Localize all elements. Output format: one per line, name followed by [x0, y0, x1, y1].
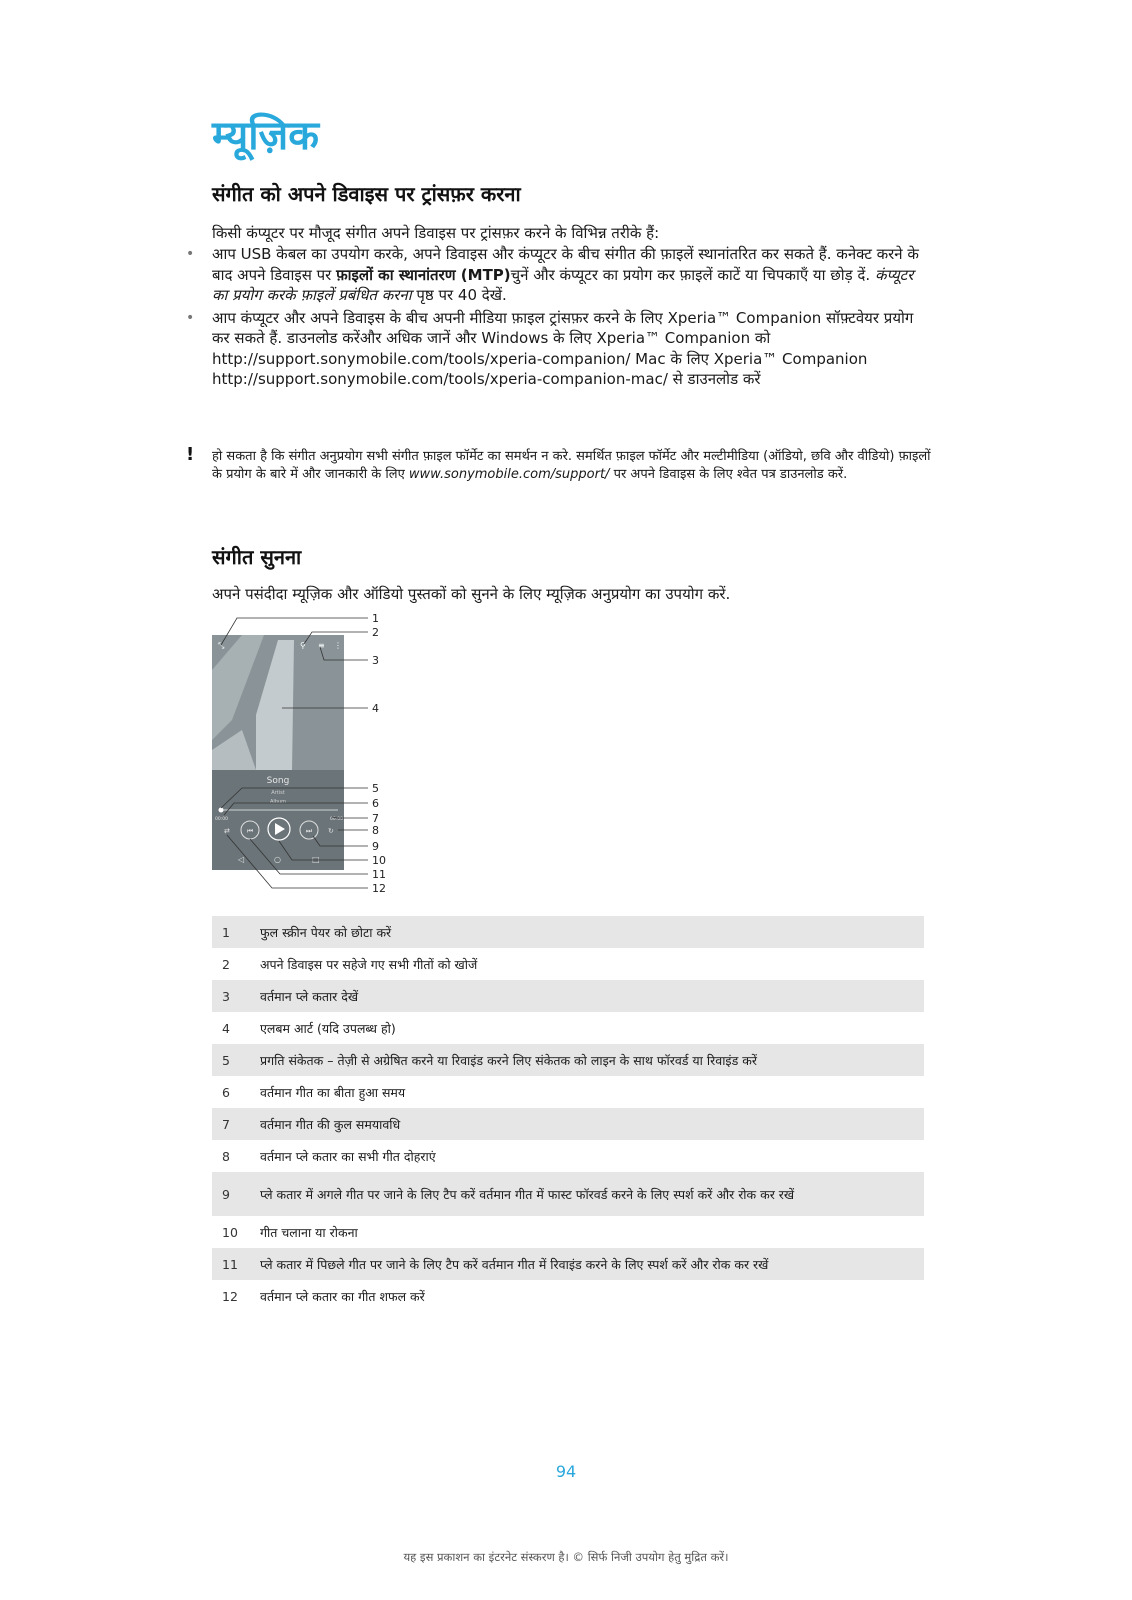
legend-text: अपने डिवाइस पर सहेजे गए सभी गीतों को खोजें: [260, 956, 478, 972]
transfer-methods-list: [186, 244, 932, 392]
legend-text: प्ले कतार में पिछले गीत पर जाने के लिए टैप करें वर्तमान गीत में रिवाइंड करने के लिए स्पर्श करें और रोक कर रखें: [252, 1248, 924, 1280]
bullet-dot-icon: •: [186, 246, 195, 262]
album-name: Album: [269, 799, 287, 805]
callout-2: 2: [372, 626, 379, 639]
legend-num: 2: [222, 956, 230, 972]
callout-labels: [372, 612, 386, 895]
page-title: म्यूज़िक: [212, 113, 319, 159]
callout-7: 7: [372, 812, 379, 825]
legend-text: वर्तमान प्ले कतार देखें: [252, 980, 924, 1012]
legend-num: 11: [212, 1248, 252, 1280]
bullet-companion: [186, 308, 932, 390]
callout-8: 8: [372, 824, 379, 837]
table-row: [212, 948, 924, 980]
music-player-diagram: [212, 610, 412, 905]
table-row: [212, 1172, 924, 1216]
legend-num: 1: [212, 916, 252, 948]
legend-num: 3: [212, 980, 252, 1012]
table-row: [212, 1012, 924, 1044]
transfer-heading: संगीत को अपने डिवाइस पर ट्रांसफ़र करना: [212, 182, 521, 206]
manage-files-link[interactable]: कंप्यूटर का प्रयोग करके फ़ाइलें प्रबंधित करना: [212, 265, 914, 304]
bullet-usb-text-middle: चुनें और कंप्यूटर का प्रयोग कर फ़ाइलें काटें या चिपकाएँ या छोड़ दें.: [510, 265, 875, 284]
legend-text: वर्तमान गीत का बीता हुआ समय: [260, 1084, 406, 1100]
queue-icon[interactable]: ≡: [318, 641, 325, 650]
legend-num: 6: [222, 1084, 230, 1100]
legend-text: एलबम आर्ट (यदि उपलब्ध हो): [260, 1020, 396, 1036]
legend-table: [212, 916, 924, 1312]
menu-icon[interactable]: ⋮: [334, 641, 342, 650]
previous-icon: ⏮: [246, 827, 254, 835]
callout-11: 11: [372, 868, 386, 881]
callout-4: 4: [372, 702, 379, 715]
legend-num: 7: [212, 1108, 252, 1140]
support-link[interactable]: www.sonymobile.com/support/: [408, 467, 610, 482]
home-nav-icon[interactable]: ○: [274, 855, 281, 864]
legend-num: 12: [222, 1288, 238, 1304]
callout-6: 6: [372, 797, 379, 810]
note-text: हो सकता है कि संगीत अनुप्रयोग सभी संगीत फ़ाइल फॉर्मेट का समर्थन न करे. समर्थित फ़ाइल फॉर्मेट और मल्टीमीडिया (ऑडियो, छवि और वीडियो) फ़ाइलों के प्रयोग के बारे में और जानकारी के लिए: [212, 449, 931, 482]
progress-handle[interactable]: [219, 808, 224, 813]
page-number: 94: [555, 1462, 577, 1481]
table-row: [212, 1216, 924, 1248]
elapsed-time: 00:00: [215, 817, 228, 822]
transfer-intro: किसी कंप्यूटर पर मौजूद संगीत अपने डिवाइस पर ट्रांसफ़र करने के विभिन्न तरीके हैं:: [212, 224, 660, 242]
music-player-screenshot: [212, 610, 412, 905]
table-row: [212, 1076, 924, 1108]
song-title: Song: [266, 776, 290, 786]
legend-num: 10: [222, 1224, 238, 1240]
note: [186, 444, 932, 484]
callout-9: 9: [372, 840, 379, 853]
bullet-usb-text-before: आप USB केबल का उपयोग करके, अपने डिवाइस और कंप्यूटर के बीच संगीत की फ़ाइलें स्थानांतरित कर सकते हैं. कनेक्ट करने के बाद अपने डिवाइस पर: [212, 245, 919, 284]
callout-10: 10: [372, 854, 386, 867]
table-row: [212, 1140, 924, 1172]
repeat-icon[interactable]: ↻: [328, 827, 334, 835]
footer-text: यह इस प्रकाशन का इंटरनेट संस्करण है। © सिर्फ निजी उपयोग हेतु मुद्रित करें।: [403, 1550, 729, 1564]
legend-text: गीत चलाना या रोकना: [260, 1224, 358, 1240]
listen-heading: संगीत सुनना: [212, 545, 302, 569]
legend-text: वर्तमान प्ले कतार का गीत शफल करें: [260, 1288, 425, 1304]
legend-num: 9: [212, 1172, 252, 1216]
minimize-icon[interactable]: ⤡: [218, 641, 225, 650]
recent-nav-icon[interactable]: □: [312, 855, 320, 864]
legend-text: प्ले कतार में अगले गीत पर जाने के लिए टैप करें वर्तमान गीत में फास्ट फॉरवर्ड करने के लिए स्पर्श करें और रोक कर रखें: [252, 1172, 924, 1216]
legend-num: 8: [222, 1148, 230, 1164]
next-icon: ⏭: [305, 827, 313, 835]
table-row: [212, 916, 924, 948]
note-after: पर अपने डिवाइस के लिए श्वेत पत्र डाउनलोड करें.: [609, 467, 848, 482]
bullet-dot-icon: •: [186, 309, 195, 326]
bullet-companion-text: आप कंप्यूटर और अपने डिवाइस के बीच अपनी मीडिया फ़ाइल ट्रांसफ़र करने के लिए Xperia™ Companion सॉफ़्टवेयर प्रयोग कर सकते हैं. डाउनलोड करेंऔर अधिक जानें और Windows के लिए Xperia™ Companion को http://support.sonymobile.com/tools/xperia-companion/ Mac के लिए Xperia™ Companion http://support.sonymobile.com/tools/xperia-companion-mac/ से डाउनलोड करें: [212, 308, 914, 388]
bullet-usb: [186, 244, 932, 306]
legend-num: 4: [222, 1020, 230, 1036]
table-row: [212, 1248, 924, 1280]
callout-5: 5: [372, 782, 379, 795]
callout-12: 12: [372, 882, 386, 895]
table-row: [212, 980, 924, 1012]
legend-num: 5: [212, 1044, 252, 1076]
mtp-link[interactable]: फ़ाइलों का स्थानांतरण (MTP): [336, 265, 511, 284]
shuffle-icon[interactable]: ⇄: [224, 827, 230, 835]
bullet-usb-text-after: पृष्ठ पर 40 देखें.: [411, 286, 507, 304]
callout-1: 1: [372, 612, 379, 625]
search-icon[interactable]: ⚲: [300, 641, 306, 650]
callout-3: 3: [372, 654, 379, 667]
listen-intro: अपने पसंदीदा म्यूज़िक और ऑडियो पुस्तकों को सुनने के लिए म्यूज़िक अनुप्रयोग का उपयोग करें.: [212, 585, 731, 603]
exclamation-icon: !: [186, 444, 195, 465]
legend-text: प्रगति संकेतक – तेज़ी से अग्रेषित करने या रिवाइंड करने लिए संकेतक को लाइन के साथ फॉरवर्ड या रिवाइंड करें: [252, 1044, 924, 1076]
legend-text: वर्तमान गीत की कुल समयावधि: [252, 1108, 924, 1140]
artist-name: Artist: [271, 790, 285, 796]
table-row: [212, 1044, 924, 1076]
legend-text: वर्तमान प्ले कतार का सभी गीत दोहराएं: [260, 1148, 436, 1164]
total-time: 00:00: [330, 817, 343, 822]
legend-text: फुल स्क्रीन पेयर को छोटा करें: [252, 916, 924, 948]
table-row: [212, 1280, 924, 1312]
back-nav-icon[interactable]: ◁: [238, 855, 245, 864]
table-row: [212, 1108, 924, 1140]
